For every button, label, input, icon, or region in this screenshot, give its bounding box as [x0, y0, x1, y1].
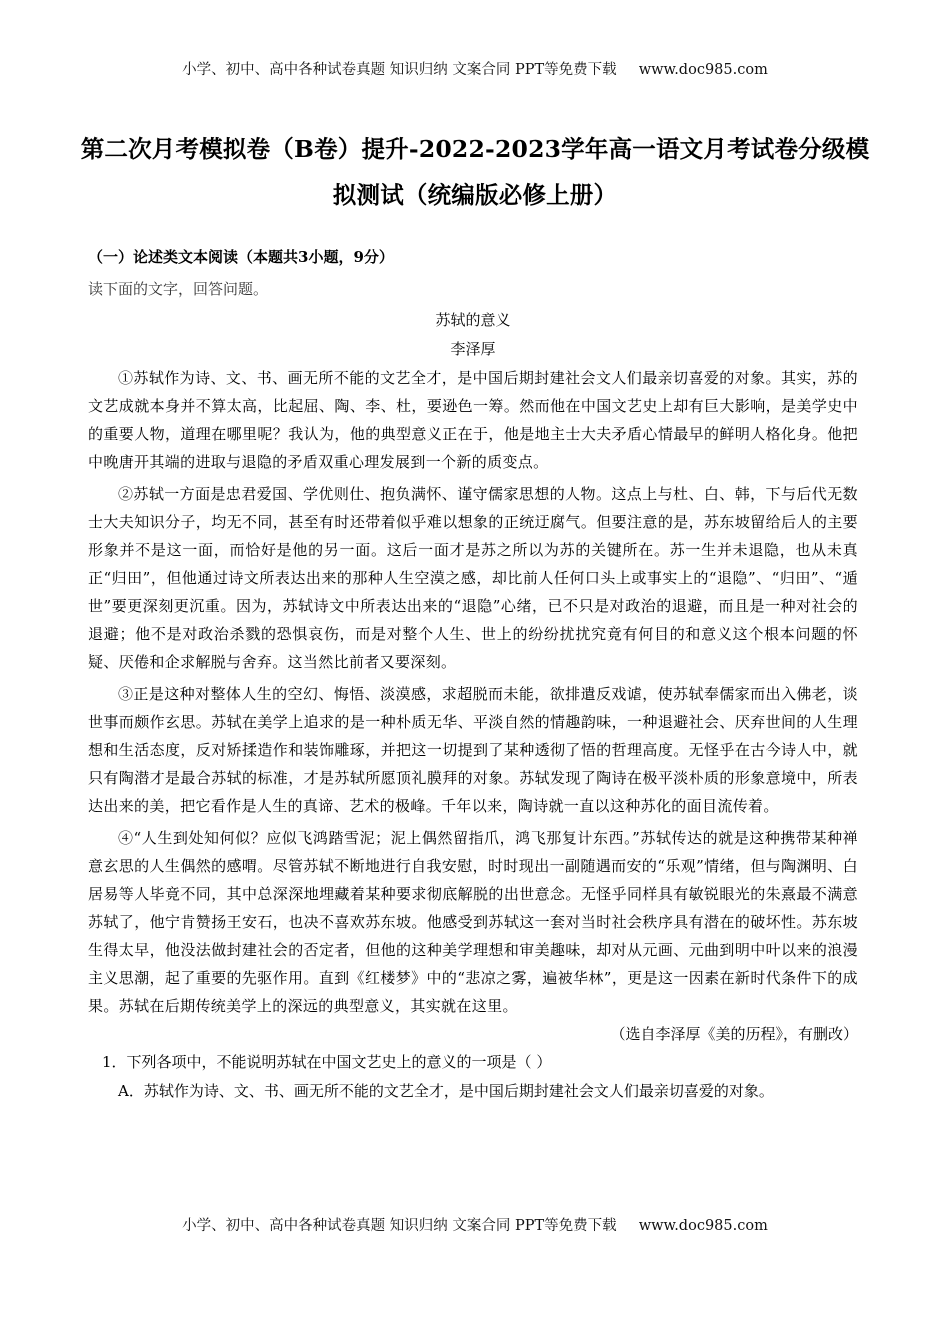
- question-1-option-a: A．苏轼作为诗、文、书、画无所不能的文艺全才，是中国后期封建社会文人们最亲切喜爱的对象。: [118, 1082, 774, 1100]
- header-text: 小学、初中、高中各种试卷真题 知识归纳 文案合同 PPT等免费下载: [182, 62, 617, 78]
- article-source: （选自李泽厚《美的历程》，有删改）: [610, 1025, 858, 1043]
- article-paragraph-1: ①苏轼作为诗、文、书、画无所不能的文艺全才，是中国后期封建社会文人们最亲切喜爱的对象。其实，苏的文艺成就本身并不算太高，比起屈、陶、李、杜，要逊色一筹。然而他在中国文艺史上却有巨大影响，是美学史中的重要人物，道理在哪里呢？我认为，他的典型意义正在于，他是地主士大夫矛盾心情最早的鲜明人格化身。他把中晚唐开其端的进取与退隐的矛盾双重心理发展到一个新的质变点。: [88, 369, 858, 471]
- article-paragraph-2: ②苏轼一方面是忠君爱国、学优则仕、抱负满怀、谨守儒家思想的人物。这点上与杜、白、韩，下与后代无数士大夫知识分子，均无不同，甚至有时还带着似乎难以想象的正统迂腐气。但要注意的是，苏东坡留给后人的主要形象并不是这一面，而恰好是他的另一面。这后一面才是苏之所以为苏的关键所在。苏一生并未退隐，也从未真正“归田”，但他通过诗文所表达出来的那种人生空漠之感，却比前人任何口头上或事实上的“退隐”、“归田”、“遁世”要更深刻更沉重。因为，苏轼诗文中所表达出来的“退隐”心绪，已不只是对政治的退避，而且是一种对社会的退避；他不是对政治杀戮的恐惧哀伤，而是对整个人生、世上的纷纷扰扰究竟有何目的和意义这个根本问题的怀疑、厌倦和企求解脱与舍弃。这当然比前者又要深刻。: [88, 485, 858, 671]
- reading-instruction: 读下面的文字，回答问题。: [88, 280, 269, 298]
- page-footer: [0, 1214, 950, 1235]
- article-paragraph-3: ③正是这种对整体人生的空幻、悔悟、淡漠感，求超脱而未能，欲排遣反戏谑，使苏轼奉儒家而出入佛老，谈世事而颇作玄思。苏轼在美学上追求的是一种朴质无华、平淡自然的情趣韵味，一种退避社会、厌弃世间的人生理想和生活态度，反对矫揉造作和装饰雕琢，并把这一切提到了某种透彻了悟的哲理高度。无怪乎在古今诗人中，就只有陶潜才是最合苏轼的标准，才是苏轼所愿顶礼膜拜的对象。苏轼发现了陶诗在极平淡朴质的形象意境中，所表达出来的美，把它看作是人生的真谛、艺术的极峰。千年以来，陶诗就一直以这种苏化的面目流传着。: [88, 685, 858, 815]
- footer-site-link[interactable]: www.doc985.com: [638, 1218, 768, 1234]
- exam-title: 第二次月考模拟卷（B卷）提升-2022-2023学年高一语文月考试卷分级模拟测试（统编版必修上册）: [80, 135, 870, 209]
- footer-text: 小学、初中、高中各种试卷真题 知识归纳 文案合同 PPT等免费下载: [182, 1218, 617, 1234]
- article-author: 李泽厚: [450, 340, 496, 358]
- page-header: [0, 58, 950, 79]
- article-title: 苏轼的意义: [435, 311, 511, 329]
- article-paragraph-4: ④“人生到处知何似？应似飞鸿踏雪泥；泥上偶然留指爪，鸿飞那复计东西。”苏轼传达的就是这种携带某种禅意玄思的人生偶然的感喟。尽管苏轼不断地进行自我安慰，时时现出一副随遇而安的“乐观”情绪，但与陶渊明、白居易等人毕竟不同，其中总深深地埋藏着某种要求彻底解脱的出世意念。无怪乎同样具有敏锐眼光的朱熹最不满意苏轼了，他宁肯赞扬王安石，也决不喜欢苏东坡。他感受到苏轼这一套对当时社会秩序具有潜在的破坏性。苏东坡生得太早，他没法做封建社会的否定者，但他的这种美学理想和审美趣味，却对从元画、元曲到明中叶以来的浪漫主义思潮，起了重要的先驱作用。直到《红楼梦》中的“悲凉之雾，遍被华林”，更是这一因素在新时代条件下的成果。苏轼在后期传统美学上的深远的典型意义，其实就在这里。: [88, 829, 858, 1015]
- header-site-link[interactable]: www.doc985.com: [638, 62, 768, 78]
- question-1-stem: 1．下列各项中，不能说明苏轼在中国文艺史上的意义的一项是（ ）: [102, 1053, 552, 1071]
- section-heading: （一）论述类文本阅读（本题共3小题，9分）: [88, 248, 394, 266]
- document-body: [88, 246, 858, 1104]
